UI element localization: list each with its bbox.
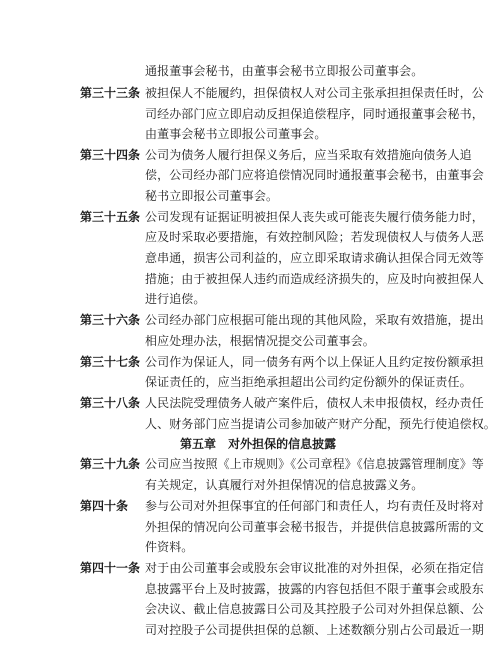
article-34-line-1: 公司为债务人履行担保义务后，应当采取有效措施向债务人追: [145, 148, 472, 162]
continued-text-line: 通报董事会秘书，由董事会秘书立即报公司董事会。: [145, 64, 424, 78]
article-35-line-1: 公司发现有证据证明被担保人丧失或可能丧失履行债务能力时，: [145, 210, 484, 224]
chapter-heading: 第五章 对外担保的信息披露: [180, 437, 337, 451]
article-37-line-2: 保证责任的，应当拒绝承担超出公司约定份额外的保证责任。: [145, 375, 472, 389]
article-41-line-2: 息披露平台上及时披露，披露的内容包括但不限于董事会或股东: [145, 582, 484, 596]
article-33-line-2: 司经办部门应立即启动反担保追偿程序，同时通报董事会秘书，: [145, 107, 484, 121]
article-37-number: 第三十七条: [80, 355, 141, 369]
article-41-line-3: 会决议、截止信息披露日公司及其控股子公司对外担保总额、公: [145, 602, 484, 616]
article-36-number: 第三十六条: [80, 313, 141, 327]
article-39-line-1: 公司应当按照《上市规则》《公司章程》《信息披露管理制度》等: [145, 457, 484, 471]
article-35-line-2: 应及时采取必要措施，有效控制风险；若发现债权人与债务人恶: [145, 230, 484, 244]
article-41-line-1: 对于由公司董事会或股东会审议批准的对外担保，必须在指定信: [145, 561, 484, 575]
article-33-number: 第三十三条: [80, 86, 141, 100]
article-34-line-2: 偿，公司经办部门应将追偿情况同时通报董事会秘书，由董事会: [145, 168, 484, 182]
article-40-number: 第四十条: [80, 499, 129, 513]
article-36-line-2: 相应处理办法，根据情况提交公司董事会。: [145, 334, 375, 348]
article-37-line-1: 公司作为保证人，同一债务有两个以上保证人且约定按份额承担: [145, 355, 484, 369]
article-40-line-3: 件资料。: [145, 540, 194, 554]
article-39-number: 第三十九条: [80, 457, 141, 471]
article-33-line-3: 由董事会秘书立即报公司董事会。: [145, 127, 327, 141]
article-40-line-2: 外担保的情况向公司董事会秘书报告，并提供信息披露所需的文: [145, 520, 484, 534]
article-38-line-2: 人、财务部门应当提请公司参加破产财产分配，预先行使追偿权。: [145, 417, 496, 431]
article-38-line-1: 人民法院受理债务人破产案件后，债权人未申报债权，经办责任: [145, 396, 484, 410]
article-33-line-1: 被担保人不能履约，担保债权人对公司主张承担担保责任时，公: [145, 86, 484, 100]
article-38-number: 第三十八条: [80, 396, 141, 410]
article-40-line-1: 参与公司对外担保事宜的任何部门和责任人，均有责任及时将对: [145, 499, 484, 513]
article-41-line-4: 司对控股子公司提供担保的总额、上述数额分别占公司最近一期: [145, 623, 484, 637]
article-35-number: 第三十五条: [80, 210, 141, 224]
article-39-line-2: 有关规定，认真履行对外担保情况的信息披露义务。: [145, 478, 424, 492]
article-35-line-4: 措施；由于被担保人违约而造成经济损失的，应及时向被担保人: [145, 272, 484, 286]
article-34-line-3: 秘书立即报公司董事会。: [145, 189, 279, 203]
article-35-line-3: 意串通，损害公司利益的，应立即采取请求确认担保合同无效等: [145, 251, 484, 265]
article-34-number: 第三十四条: [80, 148, 141, 162]
article-36-line-1: 公司经办部门应根据可能出现的其他风险，采取有效措施，提出: [145, 313, 484, 327]
article-41-number: 第四十一条: [80, 561, 141, 575]
article-35-line-5: 进行追偿。: [145, 292, 206, 306]
